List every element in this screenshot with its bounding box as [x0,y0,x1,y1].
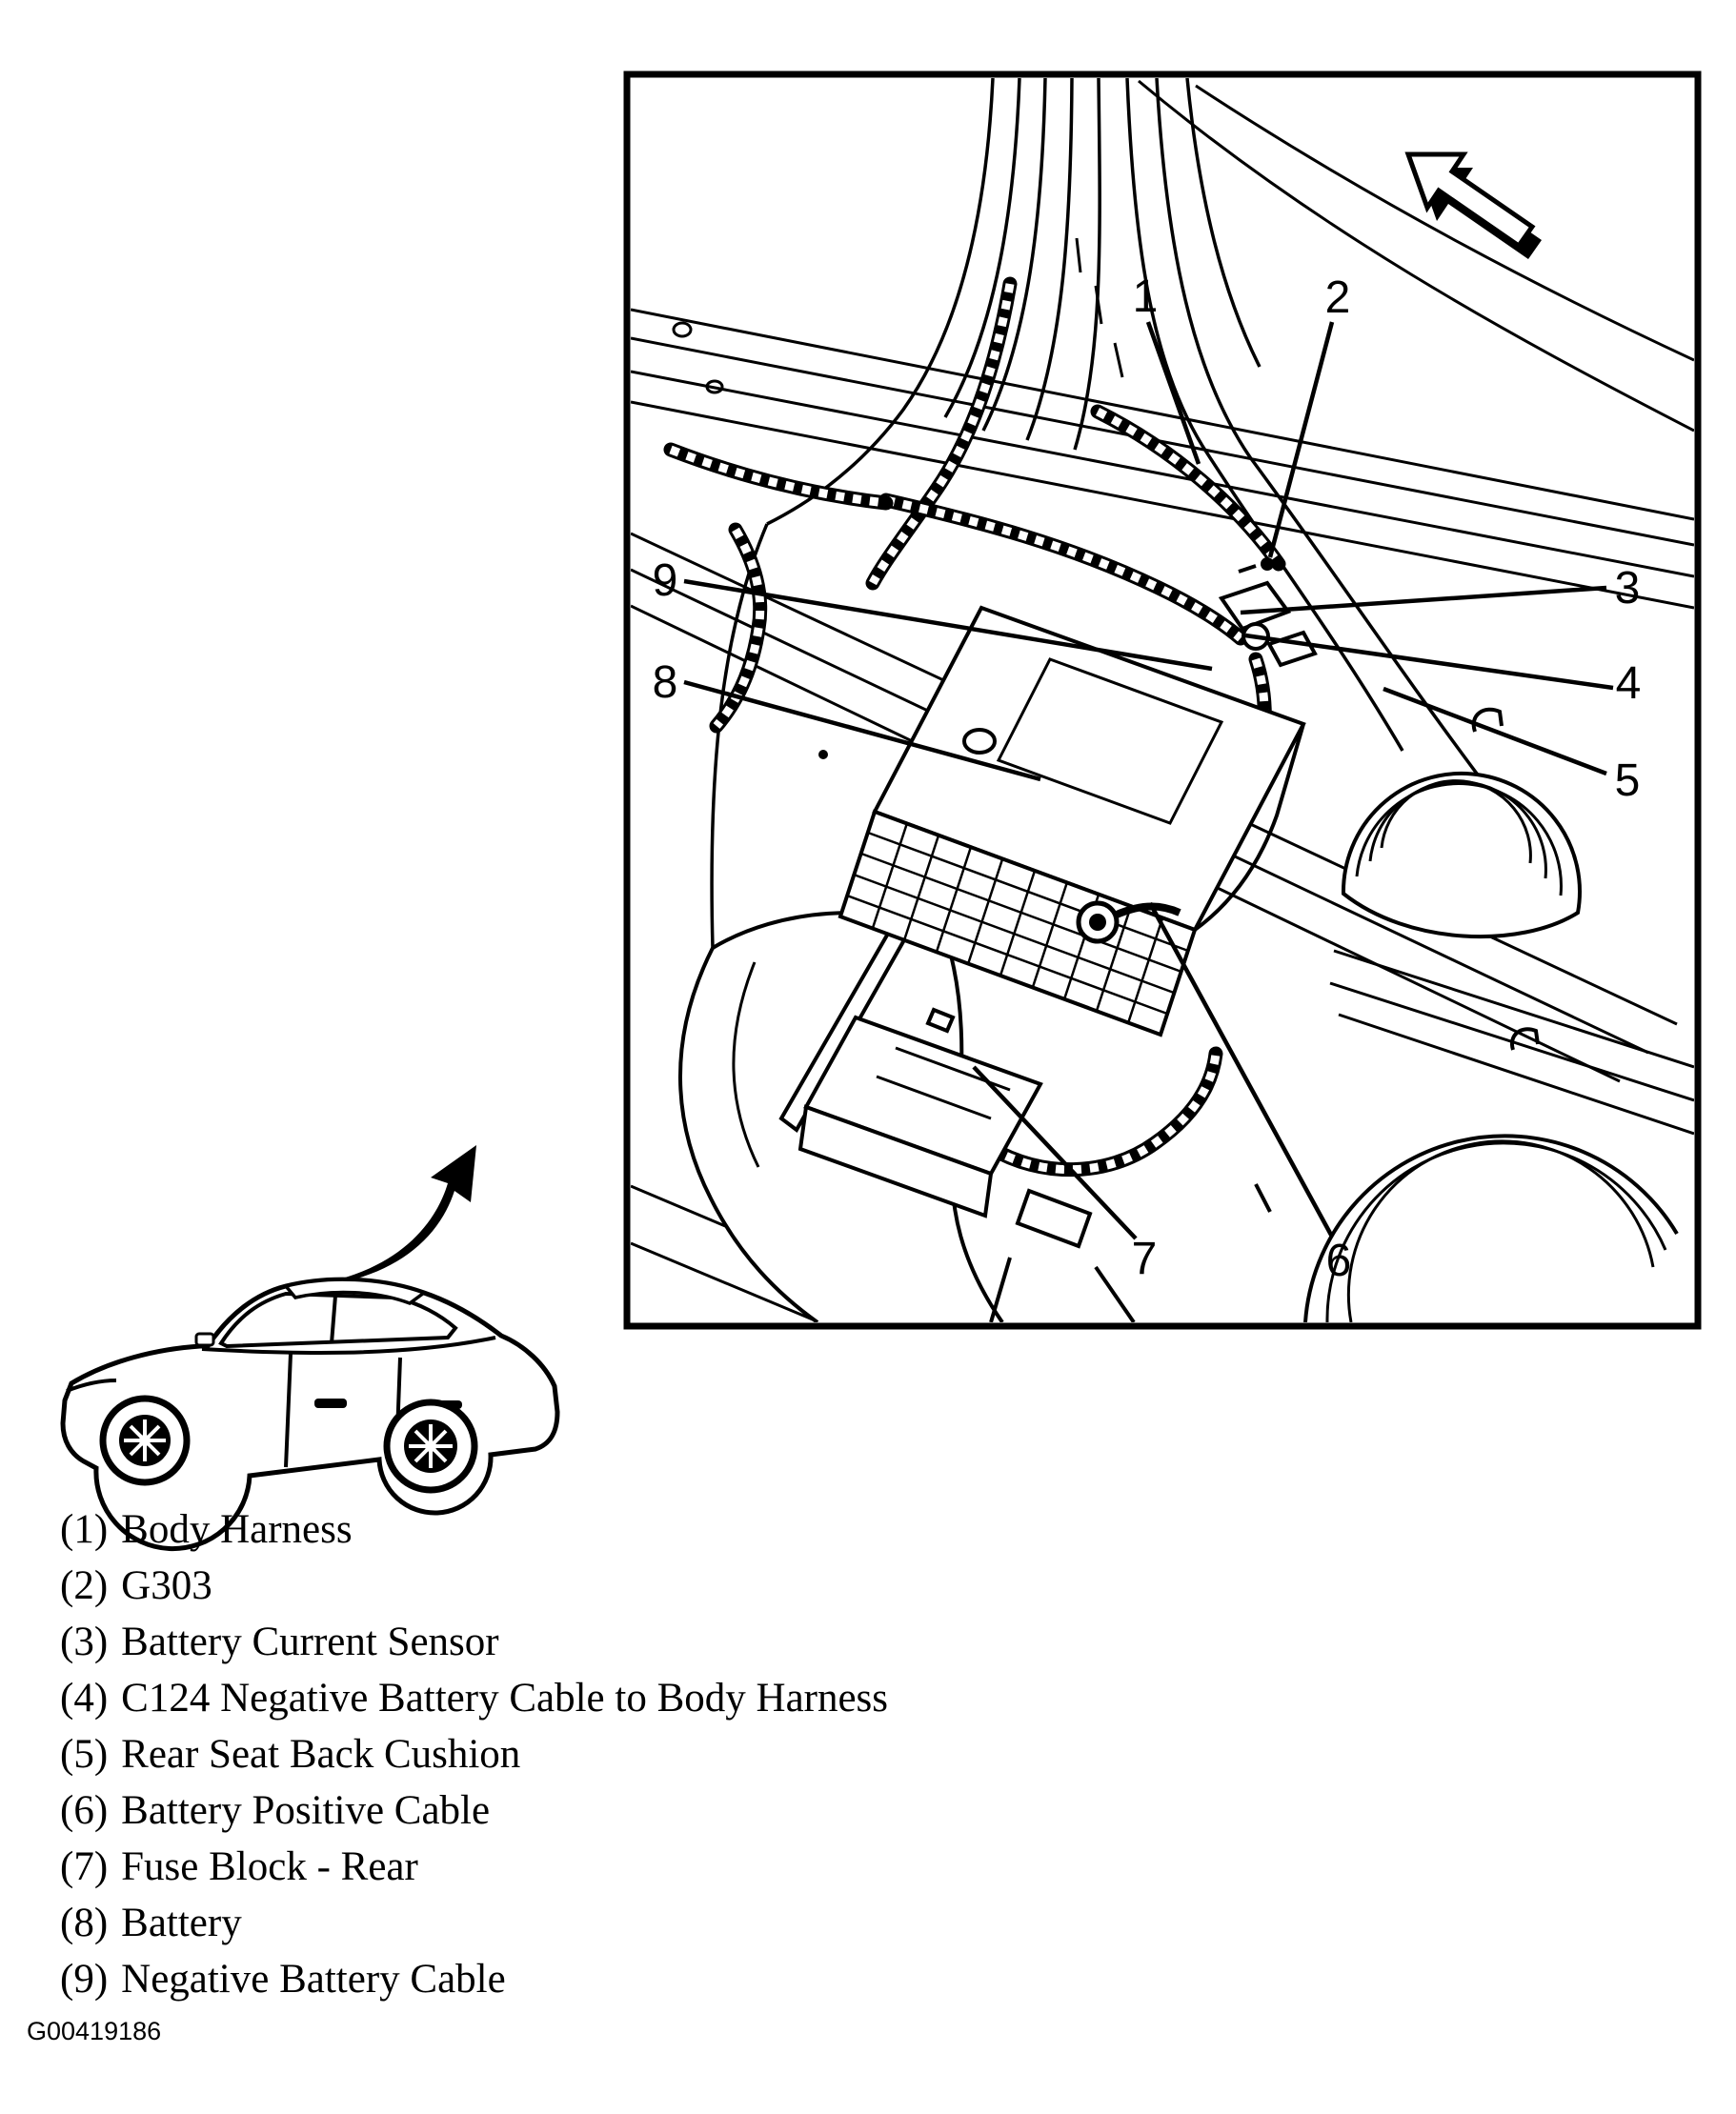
callout-label-1: 1 [1132,272,1159,322]
legend-item-label: Rear Seat Back Cushion [121,1732,521,1777]
callout-label-4: 4 [1615,658,1642,709]
legend-item-label: Negative Battery Cable [121,1957,506,2002]
callout-label-2: 2 [1324,272,1351,323]
legend-item-number: (7) [60,1844,109,1889]
legend-item-label: Fuse Block - Rear [121,1844,418,1889]
legend-item-7 [60,1839,888,1895]
legend-item-3 [60,1614,888,1670]
legend-item-number: (5) [60,1732,109,1777]
legend-item-label: Body Harness [121,1507,353,1552]
legend-item-label: C124 Negative Battery Cable to Body Harness [121,1676,889,1721]
callout-label-5: 5 [1614,755,1641,806]
legend-item-5 [60,1726,888,1782]
legend-item-number: (1) [60,1507,109,1552]
car-mirror [196,1334,213,1345]
legend-item-number: (8) [60,1901,109,1945]
g303-ground-bolt [1261,557,1274,571]
zoom-pointer-arrow [345,1145,476,1281]
legend-item-label: Battery Positive Cable [121,1788,491,1833]
callout-label-7: 7 [1131,1234,1158,1284]
legend-item-9 [60,1951,888,2007]
legend-item-6 [60,1782,888,1839]
legend-item-number: (9) [60,1957,109,2002]
legend-item-8 [60,1895,888,1951]
callout-label-9: 9 [652,555,678,606]
figure-id: G00419186 [27,2017,162,2045]
callout-label-8: 8 [652,657,678,708]
legend-item-4 [60,1670,888,1726]
legend-item-label: G303 [121,1563,212,1608]
legend-item-2 [60,1558,888,1614]
legend-item-number: (6) [60,1788,109,1833]
car-rear-wheel [387,1402,474,1490]
legend-item-number: (4) [60,1676,109,1721]
car-front-wheel [103,1399,187,1482]
legend-item-1 [60,1501,888,1558]
car-door-handle [314,1399,347,1408]
legend-item-number: (3) [60,1620,109,1664]
callout-label-6: 6 [1325,1236,1352,1286]
legend [60,1501,888,2007]
callout-label-3: 3 [1614,563,1641,614]
legend-item-label: Battery [121,1901,242,1945]
legend-item-label: Battery Current Sensor [121,1620,499,1664]
legend-item-number: (2) [60,1563,109,1608]
